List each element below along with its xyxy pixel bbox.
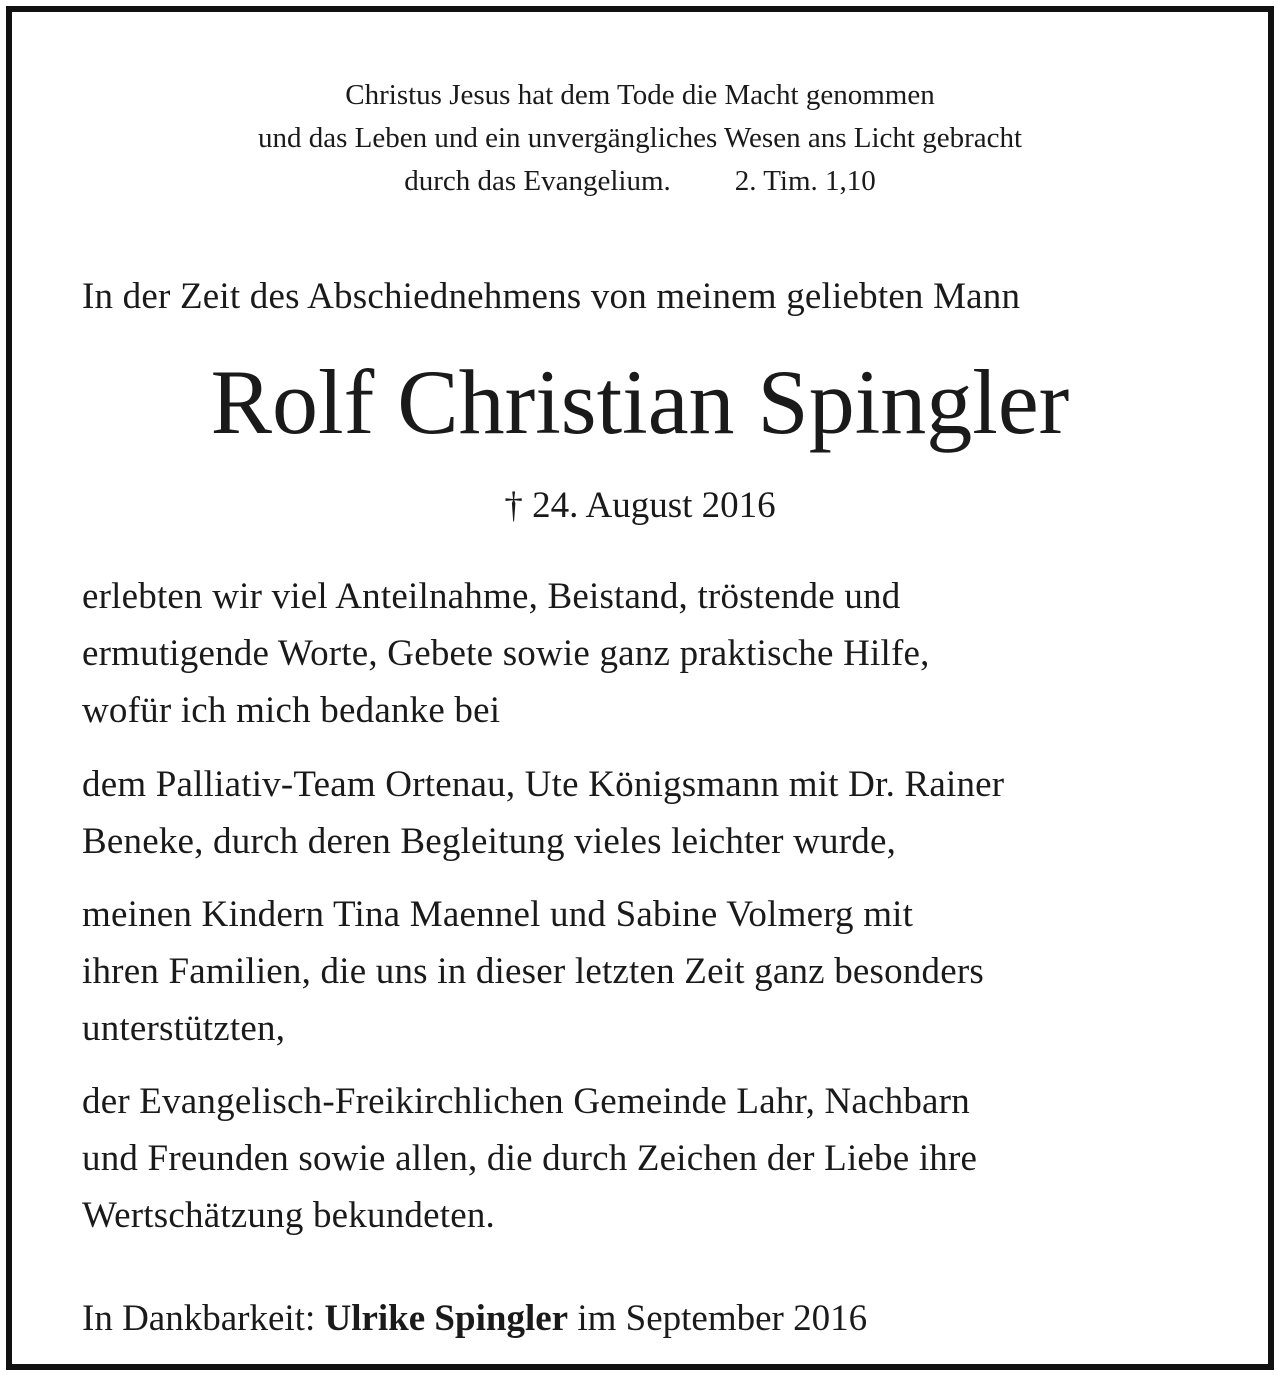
death-date: † 24. August 2016	[504, 485, 776, 526]
paragraph-line: wofür ich mich bedanke bei	[82, 690, 501, 731]
obituary-frame	[6, 6, 1274, 1370]
verse-line-2: und das Leben und ein unvergängliches Wesen ans Licht gebracht	[257, 122, 1023, 154]
paragraph-line: der Evangelisch-Freikirchlichen Gemeinde Lahr, Nachbarn	[82, 1081, 970, 1122]
paragraph-line: Wertschätzung bekundeten.	[82, 1195, 495, 1236]
verse-reference: 2. Tim. 1,10	[734, 165, 876, 197]
closing-prefix: In Dankbarkeit:	[82, 1298, 316, 1339]
paragraph-line: meinen Kindern Tina Maennel und Sabine Volmerg mit	[82, 894, 914, 935]
verse-line-1: Christus Jesus hat dem Tode die Macht genommen	[345, 79, 935, 111]
paragraph-line: dem Palliativ-Team Ortenau, Ute Königsmann mit Dr. Rainer	[82, 764, 1005, 805]
closing-signature	[82, 1290, 1198, 1347]
signer-name: Ulrike Spingler	[324, 1298, 569, 1339]
obituary-content	[82, 12, 1198, 1364]
paragraph-palliative-team	[82, 756, 1198, 870]
paragraph-children	[82, 886, 1198, 1057]
paragraph-line: und Freunden sowie allen, die durch Zeichen der Liebe ihre	[82, 1138, 978, 1179]
verse-line-3-text: durch das Evangelium.	[404, 165, 671, 197]
closing-suffix: im September 2016	[577, 1298, 868, 1339]
paragraph-line: Beneke, durch deren Begleitung vieles leichter wurde,	[82, 821, 897, 862]
paragraph-line: unterstützten,	[82, 1008, 286, 1049]
paragraph-line: ihren Familien, die uns in dieser letzten Zeit ganz besonders	[82, 951, 984, 992]
paragraph-community	[82, 1073, 1198, 1244]
verse-line-3	[82, 160, 1198, 203]
bible-verse	[82, 74, 1198, 203]
paragraph-thanks-intro	[82, 568, 1198, 739]
deceased-name: Rolf Christian Spingler	[210, 351, 1070, 453]
paragraph-line: erlebten wir viel Anteilnahme, Beistand, tröstende und	[82, 576, 901, 617]
paragraph-line: ermutigende Worte, Gebete sowie ganz praktische Hilfe,	[82, 633, 930, 674]
intro-text: In der Zeit des Abschiednehmens von meinem geliebten Mann	[82, 276, 1021, 317]
